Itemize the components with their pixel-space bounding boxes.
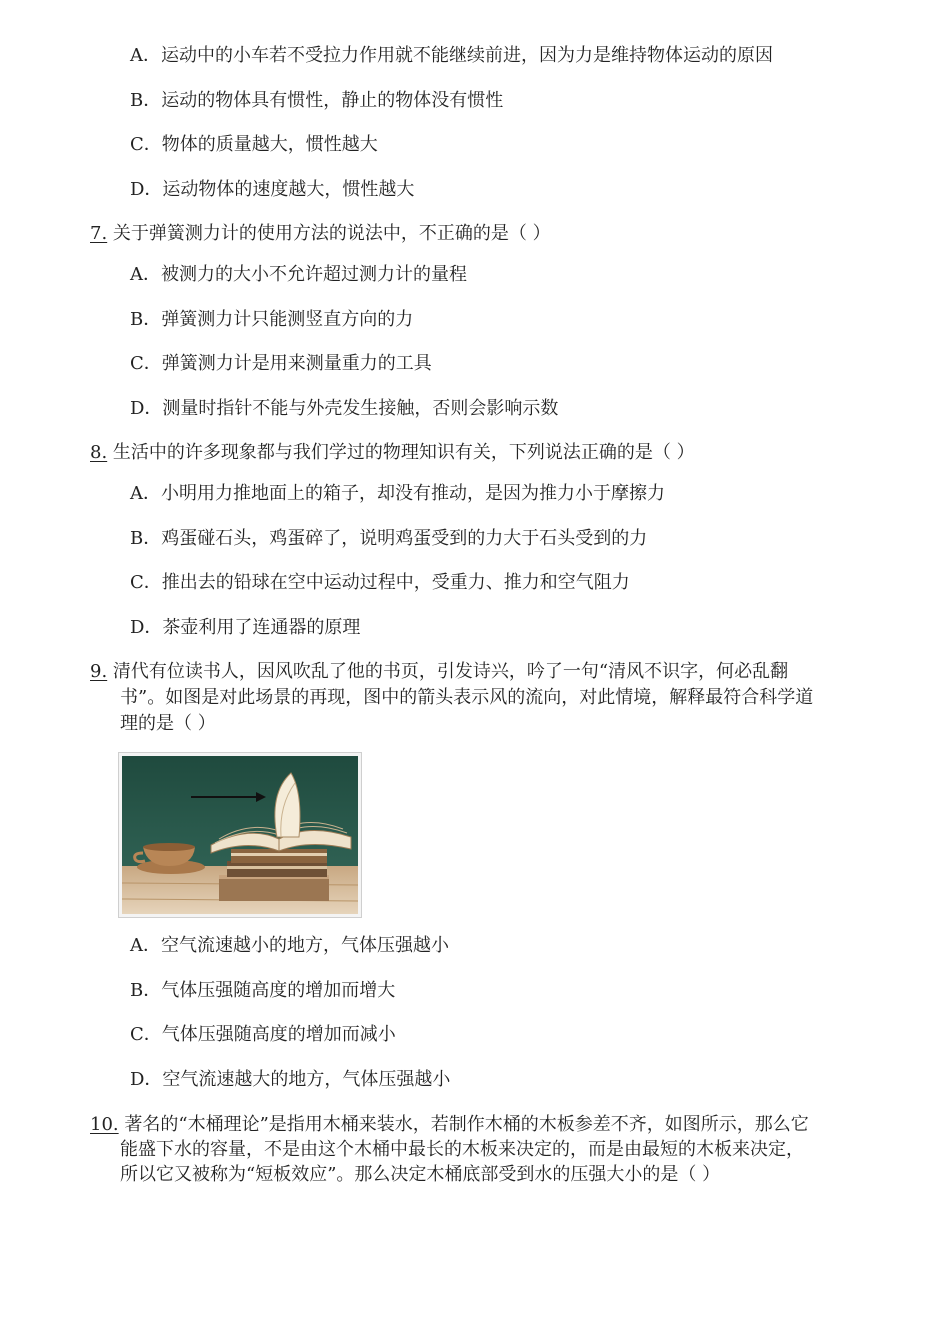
q9-stem-line-1 xyxy=(90,660,788,684)
q9-option-b: B．气体压强随高度的增加而增大 xyxy=(130,980,396,1001)
q8-option-c: C．推出去的铅球在空中运动过程中，受重力、推力和空气阻力 xyxy=(130,572,630,593)
q6-option-c: C．物体的质量越大，惯性越大 xyxy=(130,134,378,155)
q7-option-a: A．被测力的大小不允许超过测力计的量程 xyxy=(130,264,467,285)
q7-stem-text: 关于弹簧测力计的使用方法的说法中，不正确的是（ ） xyxy=(112,223,551,244)
book-wind-figure xyxy=(118,752,362,918)
q9-stem-line-3: 理的是（ ） xyxy=(120,713,216,734)
q6-option-d: D．运动物体的速度越大，惯性越大 xyxy=(130,179,415,200)
q9-number: 9. xyxy=(90,661,108,682)
q7-stem xyxy=(90,222,551,246)
q9-stem-line-2: 书”。如图是对此场景的再现，图中的箭头表示风的流向，对此情境，解释最符合科学道 xyxy=(120,687,814,708)
q10-stem-line-2: 能盛下水的容量，不是由这个木桶中最长的木板来决定的，而是由最短的木板来决定， xyxy=(120,1139,804,1160)
q9-option-d: D．空气流速越大的地方，气体压强越小 xyxy=(130,1069,451,1090)
q8-number: 8. xyxy=(90,442,108,463)
q8-option-d: D．茶壶利用了连通器的原理 xyxy=(130,617,361,638)
q7-number: 7. xyxy=(90,223,108,244)
q8-option-b: B．鸡蛋碰石头，鸡蛋碎了，说明鸡蛋受到的力大于石头受到的力 xyxy=(130,528,648,549)
q8-stem xyxy=(90,441,695,465)
q7-option-b: B．弹簧测力计只能测竖直方向的力 xyxy=(130,309,414,330)
q8-option-a: A．小明用力推地面上的箱子，却没有推动，是因为推力小于摩擦力 xyxy=(130,483,665,504)
q9-option-a: A．空气流速越小的地方，气体压强越小 xyxy=(130,935,449,956)
q6-option-a: A．运动中的小车若不受拉力作用就不能继续前进，因为力是维持物体运动的原因 xyxy=(130,45,773,66)
q8-stem-text: 生活中的许多现象都与我们学过的物理知识有关，下列说法正确的是（ ） xyxy=(112,442,695,463)
q9-option-c: C．气体压强随高度的增加而减小 xyxy=(130,1024,396,1045)
q7-option-c: C．弹簧测力计是用来测量重力的工具 xyxy=(130,353,432,374)
q10-stem-line-3: 所以它又被称为“短板效应”。那么决定木桶底部受到水的压强大小的是（ ） xyxy=(120,1164,721,1185)
q10-stem-text-1: 著名的“木桶理论”是指用木桶来装水，若制作木桶的木板参差不齐，如图所示，那么它 xyxy=(124,1114,809,1135)
q6-option-b: B．运动的物体具有惯性，静止的物体没有惯性 xyxy=(130,90,504,111)
q7-option-d: D．测量时指针不能与外壳发生接触，否则会影响示数 xyxy=(130,398,559,419)
q10-number: 10. xyxy=(90,1114,119,1135)
q10-stem-line-1 xyxy=(90,1113,809,1137)
q9-stem-text-1: 清代有位读书人，因风吹乱了他的书页，引发诗兴，吟了一句“清风不识字，何必乱翻 xyxy=(112,661,789,682)
